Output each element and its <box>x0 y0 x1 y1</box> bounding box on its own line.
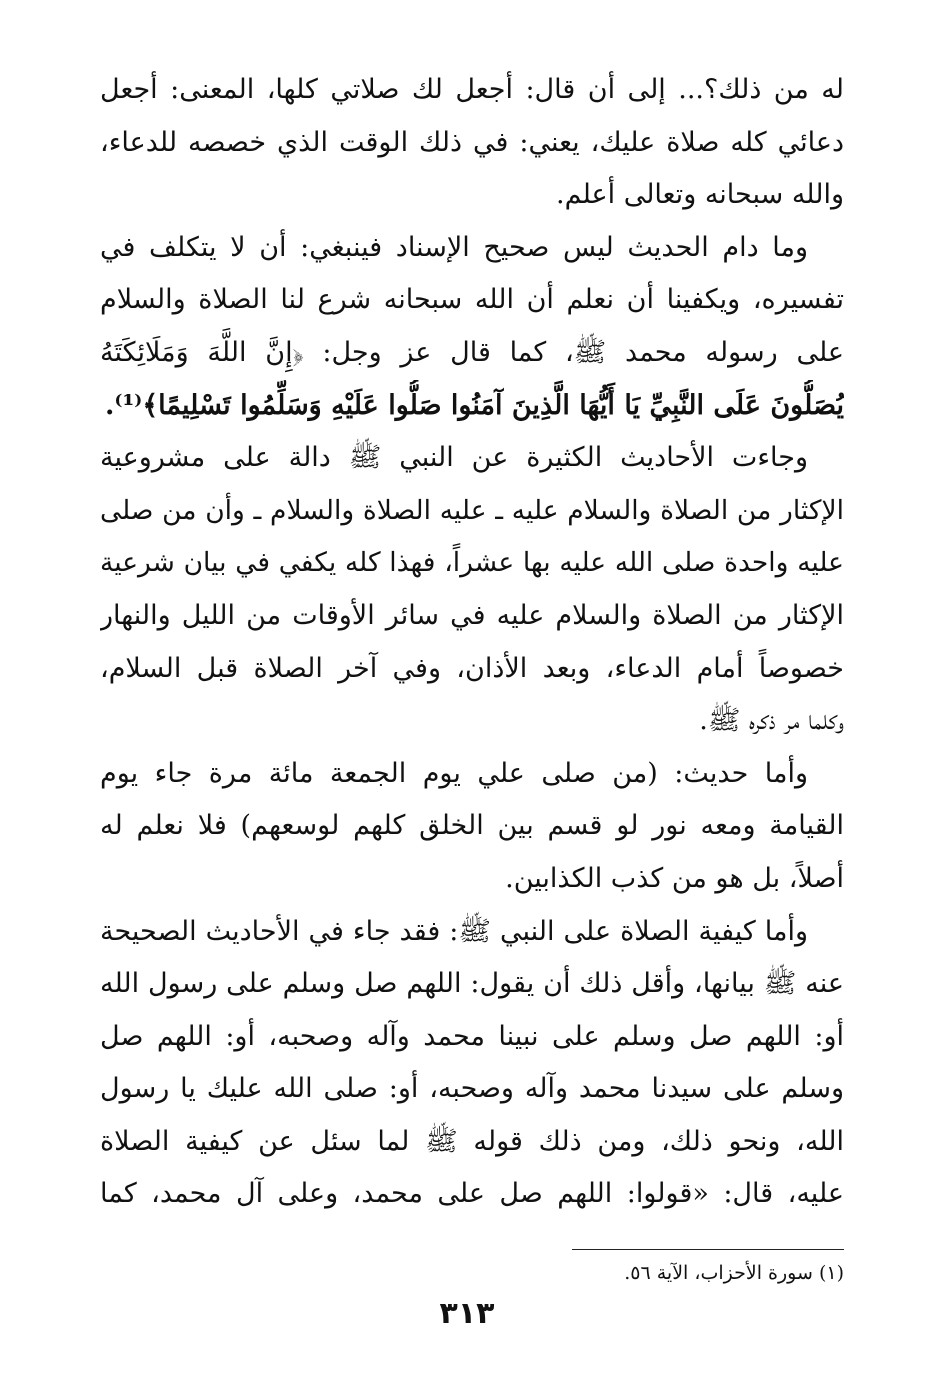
footnote-divider <box>572 1249 844 1250</box>
text-line: وجاءت الأحاديث الكثيرة عن النبي ﷺ دالة على مشروعية <box>100 442 808 474</box>
text-line: عليه، قال: «قولوا: اللهم صل على محمد، وعلى آل محمد، كما <box>100 1178 844 1210</box>
footnote: (١) سورة الأحزاب، الآية ٥٦. <box>624 1262 844 1284</box>
main-text <box>100 64 844 1221</box>
text-line: تفسيره، ويكفينا أن نعلم أن الله سبحانه شرع لنا الصلاة والسلام <box>100 284 844 316</box>
text-line: وما دام الحديث ليس صحيح الإسناد فينبغي: أن لا يتكلف في <box>100 231 808 263</box>
text-line: عنه ﷺ بيانها، وأقل ذلك أن يقول: اللهم صل وسلم على رسول الله <box>100 968 844 1000</box>
text-line: وكلما مر ذكره ﷺ. <box>699 705 844 737</box>
text-line: الإكثار من الصلاة والسلام عليه ـ عليه الصلاة والسلام ـ وأن من صلى <box>100 494 844 526</box>
text-line: خصوصاً أمام الدعاء، وبعد الأذان، وفي آخر الصلاة قبل السلام، <box>100 652 844 684</box>
text-line: أصلاً، بل هو من كذب الكذابين. <box>505 862 844 894</box>
text-line: والله سبحانه وتعالى أعلم. <box>556 179 844 211</box>
text-line: القيامة ومعه نور لو قسم بين الخلق كلهم لوسعهم) فلا نعلم له <box>100 810 844 842</box>
text-line: عليه واحدة صلى الله عليه بها عشراً، فهذا كله يكفي في بيان شرعية <box>100 547 844 579</box>
text-line: وأما حديث: (من صلى علي يوم الجمعة مائة مرة جاء يوم <box>100 757 808 789</box>
text-line: الله، ونحو ذلك، ومن ذلك قوله ﷺ لما سئل عن كيفية الصلاة <box>100 1125 844 1157</box>
text-line: الإكثار من الصلاة والسلام عليه في سائر الأوقات من الليل والنهار <box>100 599 844 631</box>
text-line: دعائي كله صلاة عليك، يعني: في ذلك الوقت الذي خصصه للدعاء، <box>100 126 844 158</box>
page-number: ٣١٣ <box>439 1296 495 1331</box>
quran-verse-line: يُصَلُّونَ عَلَى النَّبِيِّ يَا أَيُّهَا الَّذِينَ آمَنُوا صَلُّوا عَلَيْهِ وَسَلِّمُوا تَسْلِيمًا﴾⁽¹⁾. <box>105 389 844 421</box>
text-line: وأما كيفية الصلاة على النبي ﷺ: فقد جاء في الأحاديث الصحيحة <box>100 915 808 947</box>
text-line: على رسوله محمد ﷺ، كما قال عز وجل: ﴿إِنَّ اللَّهَ وَمَلَائِكَتَهُ <box>100 336 844 368</box>
text-line: له من ذلك؟... إلى أن قال: أجعل لك صلاتي كلها، المعنى: أجعل <box>100 74 844 105</box>
text-line: وسلم على سيدنا محمد وآله وصحبه، أو: صلى الله عليك يا رسول <box>100 1073 844 1105</box>
text-line: أو: اللهم صل وسلم على نبينا محمد وآله وصحبه، أو: اللهم صل <box>100 1020 844 1052</box>
